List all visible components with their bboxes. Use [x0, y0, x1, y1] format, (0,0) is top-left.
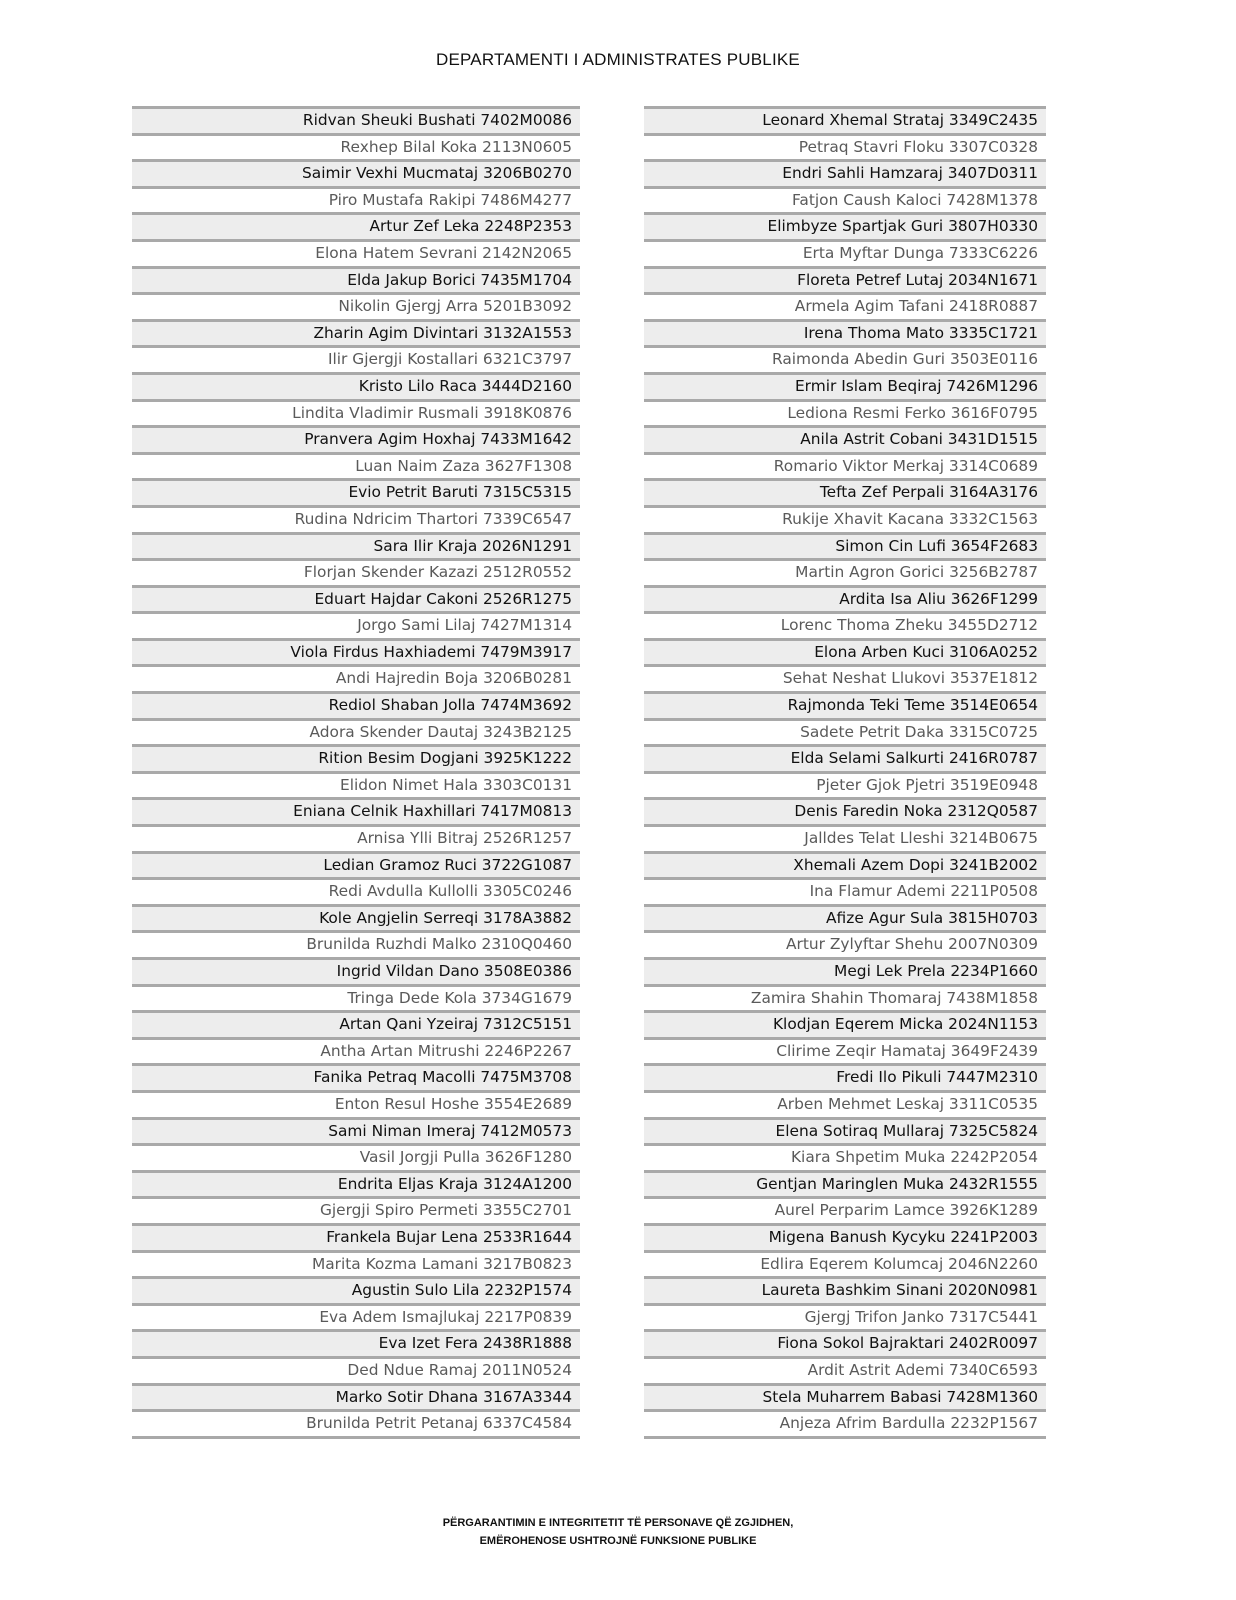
list-item: Viola Firdus Haxhiademi 7479M3917: [132, 638, 580, 665]
list-item: Ardit Astrit Ademi 7340C6593: [644, 1356, 1046, 1383]
list-item: Jalldes Telat Lleshi 3214B0675: [644, 824, 1046, 851]
list-item: Rexhep Bilal Koka 2113N0605: [132, 133, 580, 160]
list-item: Tringa Dede Kola 3734G1679: [132, 984, 580, 1011]
list-item: Afize Agur Sula 3815H0703: [644, 904, 1046, 931]
page-footer: [0, 1514, 1236, 1550]
list-item: Sadete Petrit Daka 3315C0725: [644, 718, 1046, 745]
list-item: Eduart Hajdar Cakoni 2526R1275: [132, 585, 580, 612]
list-item: Kole Angjelin Serreqi 3178A3882: [132, 904, 580, 931]
list-item: Eva Izet Fera 2438R1888: [132, 1329, 580, 1356]
list-item: Romario Viktor Merkaj 3314C0689: [644, 452, 1046, 479]
list-item: Endri Sahli Hamzaraj 3407D0311: [644, 159, 1046, 186]
list-item: Lindita Vladimir Rusmali 3918K0876: [132, 399, 580, 426]
list-item: Eva Adem Ismajlukaj 2217P0839: [132, 1303, 580, 1330]
list-item: Fatjon Caush Kaloci 7428M1378: [644, 186, 1046, 213]
list-item: Tefta Zef Perpali 3164A3176: [644, 478, 1046, 505]
list-item: Antha Artan Mitrushi 2246P2267: [132, 1037, 580, 1064]
list-item: Clirime Zeqir Hamataj 3649F2439: [644, 1037, 1046, 1064]
list-item: Vasil Jorgji Pulla 3626F1280: [132, 1143, 580, 1170]
list-item: Agustin Sulo Lila 2232P1574: [132, 1276, 580, 1303]
list-item: Adora Skender Dautaj 3243B2125: [132, 718, 580, 745]
list-item: Sami Niman Imeraj 7412M0573: [132, 1117, 580, 1144]
list-item: Rediol Shaban Jolla 7474M3692: [132, 691, 580, 718]
list-item: Kiara Shpetim Muka 2242P2054: [644, 1143, 1046, 1170]
list-item: Floreta Petref Lutaj 2034N1671: [644, 266, 1046, 293]
list-item: Gjergj Trifon Janko 7317C5441: [644, 1303, 1046, 1330]
list-item: Sara Ilir Kraja 2026N1291: [132, 532, 580, 559]
list-item: Kristo Lilo Raca 3444D2160: [132, 372, 580, 399]
list-item: Piro Mustafa Rakipi 7486M4277: [132, 186, 580, 213]
list-item: Ridvan Sheuki Bushati 7402M0086: [132, 106, 580, 133]
list-item: Ingrid Vildan Dano 3508E0386: [132, 957, 580, 984]
list-item: Zamira Shahin Thomaraj 7438M1858: [644, 984, 1046, 1011]
list-item: Frankela Bujar Lena 2533R1644: [132, 1223, 580, 1250]
list-item: Xhemali Azem Dopi 3241B2002: [644, 851, 1046, 878]
list-item: Zharin Agim Divintari 3132A1553: [132, 319, 580, 346]
list-item: Gjergji Spiro Permeti 3355C2701: [132, 1196, 580, 1223]
list-item: Brunilda Ruzhdi Malko 2310Q0460: [132, 930, 580, 957]
list-item: Erta Myftar Dunga 7333C6226: [644, 239, 1046, 266]
list-item: Endrita Eljas Kraja 3124A1200: [132, 1170, 580, 1197]
footer-line-1: PËRGARANTIMIN E INTEGRITETIT TË PERSONAVE QË ZGJIDHEN,: [442, 1517, 794, 1529]
list-item: Armela Agim Tafani 2418R0887: [644, 292, 1046, 319]
list-item: Anjeza Afrim Bardulla 2232P1567: [644, 1409, 1046, 1436]
list-item: Petraq Stavri Floku 3307C0328: [644, 133, 1046, 160]
list-item: Gentjan Maringlen Muka 2432R1555: [644, 1170, 1046, 1197]
list-item: Aurel Perparim Lamce 3926K1289: [644, 1196, 1046, 1223]
list-item: Nikolin Gjergj Arra 5201B3092: [132, 292, 580, 319]
list-item: Rition Besim Dogjani 3925K1222: [132, 744, 580, 771]
list-item: Simon Cin Lufi 3654F2683: [644, 532, 1046, 559]
list-item: Ledian Gramoz Ruci 3722G1087: [132, 851, 580, 878]
list-item: Marita Kozma Lamani 3217B0823: [132, 1250, 580, 1277]
list-item: Sehat Neshat Llukovi 3537E1812: [644, 664, 1046, 691]
list-item: Stela Muharrem Babasi 7428M1360: [644, 1383, 1046, 1410]
list-item: Brunilda Petrit Petanaj 6337C4584: [132, 1409, 580, 1436]
list-item: Arben Mehmet Leskaj 3311C0535: [644, 1090, 1046, 1117]
list-item: Pjeter Gjok Pjetri 3519E0948: [644, 771, 1046, 798]
right-name-column: [644, 106, 1046, 1439]
list-item: Rukije Xhavit Kacana 3332C1563: [644, 505, 1046, 532]
list-item: Jorgo Sami Lilaj 7427M1314: [132, 611, 580, 638]
list-item: Artur Zylyftar Shehu 2007N0309: [644, 930, 1046, 957]
list-item: Rajmonda Teki Teme 3514E0654: [644, 691, 1046, 718]
list-item: Marko Sotir Dhana 3167A3344: [132, 1383, 580, 1410]
list-item: Anila Astrit Cobani 3431D1515: [644, 425, 1046, 452]
list-item: Elidon Nimet Hala 3303C0131: [132, 771, 580, 798]
list-item: Ded Ndue Ramaj 2011N0524: [132, 1356, 580, 1383]
list-item: Evio Petrit Baruti 7315C5315: [132, 478, 580, 505]
list-item: Elimbyze Spartjak Guri 3807H0330: [644, 212, 1046, 239]
list-item: Florjan Skender Kazazi 2512R0552: [132, 558, 580, 585]
list-item: Elda Selami Salkurti 2416R0787: [644, 744, 1046, 771]
list-item: Redi Avdulla Kullolli 3305C0246: [132, 877, 580, 904]
list-item: Fiona Sokol Bajraktari 2402R0097: [644, 1329, 1046, 1356]
list-item: Lorenc Thoma Zheku 3455D2712: [644, 611, 1046, 638]
list-item: Rudina Ndricim Thartori 7339C6547: [132, 505, 580, 532]
list-item: Klodjan Eqerem Micka 2024N1153: [644, 1010, 1046, 1037]
list-item: Migena Banush Kycyku 2241P2003: [644, 1223, 1046, 1250]
list-item: Artur Zef Leka 2248P2353: [132, 212, 580, 239]
list-item: Martin Agron Gorici 3256B2787: [644, 558, 1046, 585]
list-item: Pranvera Agim Hoxhaj 7433M1642: [132, 425, 580, 452]
list-item: Elona Hatem Sevrani 2142N2065: [132, 239, 580, 266]
list-item: Fredi Ilo Pikuli 7447M2310: [644, 1063, 1046, 1090]
list-item: Ina Flamur Ademi 2211P0508: [644, 877, 1046, 904]
list-item: Edlira Eqerem Kolumcaj 2046N2260: [644, 1250, 1046, 1277]
footer-line-2: EMËROHENOSE USHTROJNË FUNKSIONE PUBLIKE: [479, 1535, 757, 1547]
list-item: Ilir Gjergji Kostallari 6321C3797: [132, 345, 580, 372]
list-item: Luan Naim Zaza 3627F1308: [132, 452, 580, 479]
list-item: Leonard Xhemal Strataj 3349C2435: [644, 106, 1046, 133]
list-item: Irena Thoma Mato 3335C1721: [644, 319, 1046, 346]
list-item: Ermir Islam Beqiraj 7426M1296: [644, 372, 1046, 399]
list-item: Lediona Resmi Ferko 3616F0795: [644, 399, 1046, 426]
list-item: Elda Jakup Borici 7435M1704: [132, 266, 580, 293]
list-item: Elena Sotiraq Mullaraj 7325C5824: [644, 1117, 1046, 1144]
list-item: Saimir Vexhi Mucmataj 3206B0270: [132, 159, 580, 186]
list-item: Elona Arben Kuci 3106A0252: [644, 638, 1046, 665]
list-item: Enton Resul Hoshe 3554E2689: [132, 1090, 580, 1117]
list-item: Ardita Isa Aliu 3626F1299: [644, 585, 1046, 612]
list-item: Denis Faredin Noka 2312Q0587: [644, 797, 1046, 824]
list-item: Andi Hajredin Boja 3206B0281: [132, 664, 580, 691]
page-title: DEPARTAMENTI I ADMINISTRATES PUBLIKE: [436, 50, 800, 69]
list-item: Fanika Petraq Macolli 7475M3708: [132, 1063, 580, 1090]
column-bottom-rule: [132, 1436, 580, 1439]
list-item: Arnisa Ylli Bitraj 2526R1257: [132, 824, 580, 851]
list-item: Artan Qani Yzeiraj 7312C5151: [132, 1010, 580, 1037]
column-bottom-rule: [644, 1436, 1046, 1439]
list-item: Laureta Bashkim Sinani 2020N0981: [644, 1276, 1046, 1303]
list-item: Megi Lek Prela 2234P1660: [644, 957, 1046, 984]
list-item: Raimonda Abedin Guri 3503E0116: [644, 345, 1046, 372]
left-name-column: [132, 106, 580, 1439]
list-item: Eniana Celnik Haxhillari 7417M0813: [132, 797, 580, 824]
